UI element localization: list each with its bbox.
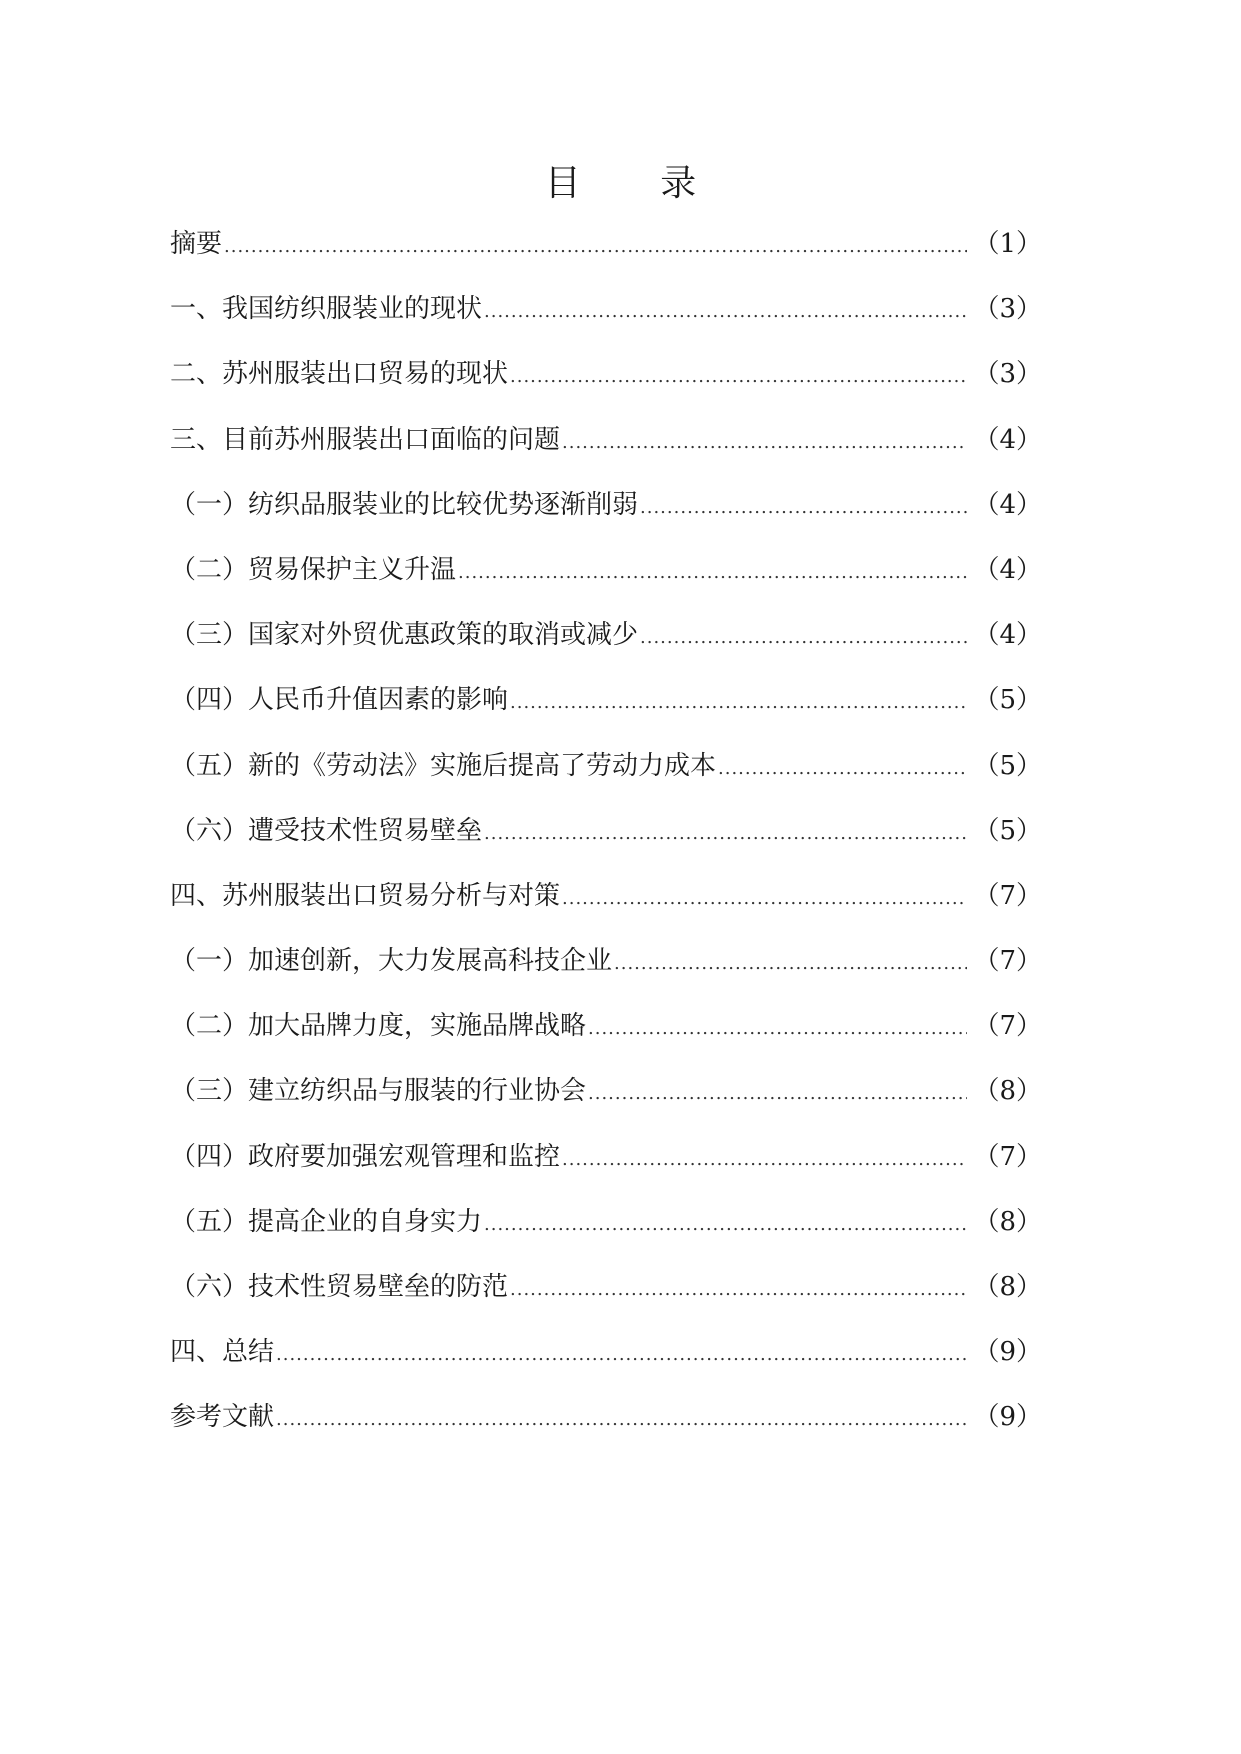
toc-entry[interactable] (170, 487, 1042, 552)
dot-leader (718, 751, 967, 787)
toc-entry-label: （五）新的《劳动法》实施后提高了劳动力成本 (170, 750, 717, 781)
toc-entry-label: 二、苏州服装出口贸易的现状 (170, 359, 509, 390)
toc-entry-label: （六）技术性贸易壁垒的防范 (170, 1272, 509, 1302)
toc-entry-label: （一）纺织品服装业的比较优势逐渐削弱 (170, 489, 639, 520)
toc-entry[interactable] (170, 748, 1042, 813)
dot-leader (484, 294, 967, 330)
toc-entry[interactable] (170, 1399, 1042, 1464)
toc-entry[interactable] (170, 1073, 1042, 1138)
toc-entry[interactable] (170, 1008, 1042, 1073)
toc-list (170, 226, 1042, 1465)
toc-entry-page: （7） (973, 1011, 1042, 1042)
toc-title: 目 录 (544, 163, 731, 204)
dot-leader (510, 1272, 967, 1308)
toc-entry-label: （六）遭受技术性贸易壁垒 (170, 815, 483, 846)
toc-entry-page: （1） (973, 229, 1042, 259)
toc-entry[interactable] (170, 291, 1042, 356)
toc-entry[interactable] (170, 552, 1042, 617)
toc-entry-label: （五）提高企业的自身实力 (170, 1206, 483, 1237)
toc-entry-label: （四）政府要加强宏观管理和监控 (170, 1141, 561, 1172)
dot-leader (224, 229, 967, 265)
toc-entry-page: （5） (973, 685, 1042, 716)
toc-entry-page: （4） (973, 554, 1042, 585)
dot-leader (510, 359, 967, 395)
toc-entry[interactable] (170, 1139, 1042, 1204)
toc-entry[interactable] (170, 943, 1042, 1008)
toc-entry-label: 四、苏州服装出口贸易分析与对策 (170, 880, 561, 911)
toc-entry-page: （5） (973, 750, 1042, 781)
dot-leader (588, 1011, 967, 1047)
dot-leader (640, 490, 967, 526)
toc-entry-page: （9） (973, 1337, 1042, 1368)
dot-leader (510, 685, 967, 721)
toc-entry-page: （3） (973, 294, 1042, 325)
toc-entry[interactable] (170, 617, 1042, 682)
toc-entry[interactable] (170, 1204, 1042, 1269)
toc-entry[interactable] (170, 226, 1042, 291)
toc-entry-page: （4） (973, 620, 1042, 651)
dot-leader (562, 1142, 967, 1178)
toc-entry-page: （7） (973, 880, 1042, 911)
toc-entry[interactable] (170, 878, 1042, 943)
toc-entry-page: （3） (973, 359, 1042, 390)
toc-entry-label: （二）加大品牌力度，实施品牌战略 (170, 1011, 587, 1042)
toc-entry-label: 摘要 (170, 229, 223, 259)
toc-entry-page: （8） (973, 1076, 1042, 1107)
toc-entry[interactable] (170, 422, 1042, 487)
dot-leader (276, 1337, 967, 1373)
dot-leader (484, 816, 967, 852)
toc-entry-label: （四）人民币升值因素的影响 (170, 685, 509, 716)
toc-entry-label: 四、总结 (170, 1337, 275, 1368)
toc-entry-page: （5） (973, 815, 1042, 846)
dot-leader (276, 1402, 967, 1438)
toc-entry-page: （4） (973, 489, 1042, 520)
toc-entry-label: （三）国家对外贸优惠政策的取消或减少 (170, 620, 639, 651)
dot-leader (640, 620, 967, 656)
dot-leader (562, 425, 967, 461)
dot-leader (458, 555, 967, 591)
toc-entry-page: （9） (973, 1402, 1042, 1433)
dot-leader (484, 1207, 967, 1243)
toc-entry[interactable] (170, 813, 1042, 878)
toc-entry[interactable] (170, 1334, 1042, 1399)
toc-entry-label: （二）贸易保护主义升温 (170, 554, 457, 585)
toc-entry-page: （7） (973, 1141, 1042, 1172)
toc-entry[interactable] (170, 1269, 1042, 1334)
toc-entry-label: 三、目前苏州服装出口面临的问题 (170, 424, 561, 455)
toc-entry[interactable] (170, 356, 1042, 421)
toc-entry-page: （8） (973, 1272, 1042, 1302)
toc-entry-label: 一、我国纺织服装业的现状 (170, 294, 483, 325)
toc-entry-page: （7） (973, 946, 1042, 977)
toc-entry-label: （三）建立纺织品与服装的行业协会 (170, 1076, 587, 1107)
toc-entry-label: 参考文献 (170, 1402, 275, 1433)
dot-leader (588, 1076, 967, 1112)
toc-entry-page: （8） (973, 1206, 1042, 1237)
toc-entry-page: （4） (973, 424, 1042, 455)
toc-entry-label: （一）加速创新，大力发展高科技企业 (170, 946, 613, 977)
dot-leader (562, 881, 967, 917)
toc-entry[interactable] (170, 682, 1042, 747)
dot-leader (614, 946, 967, 982)
